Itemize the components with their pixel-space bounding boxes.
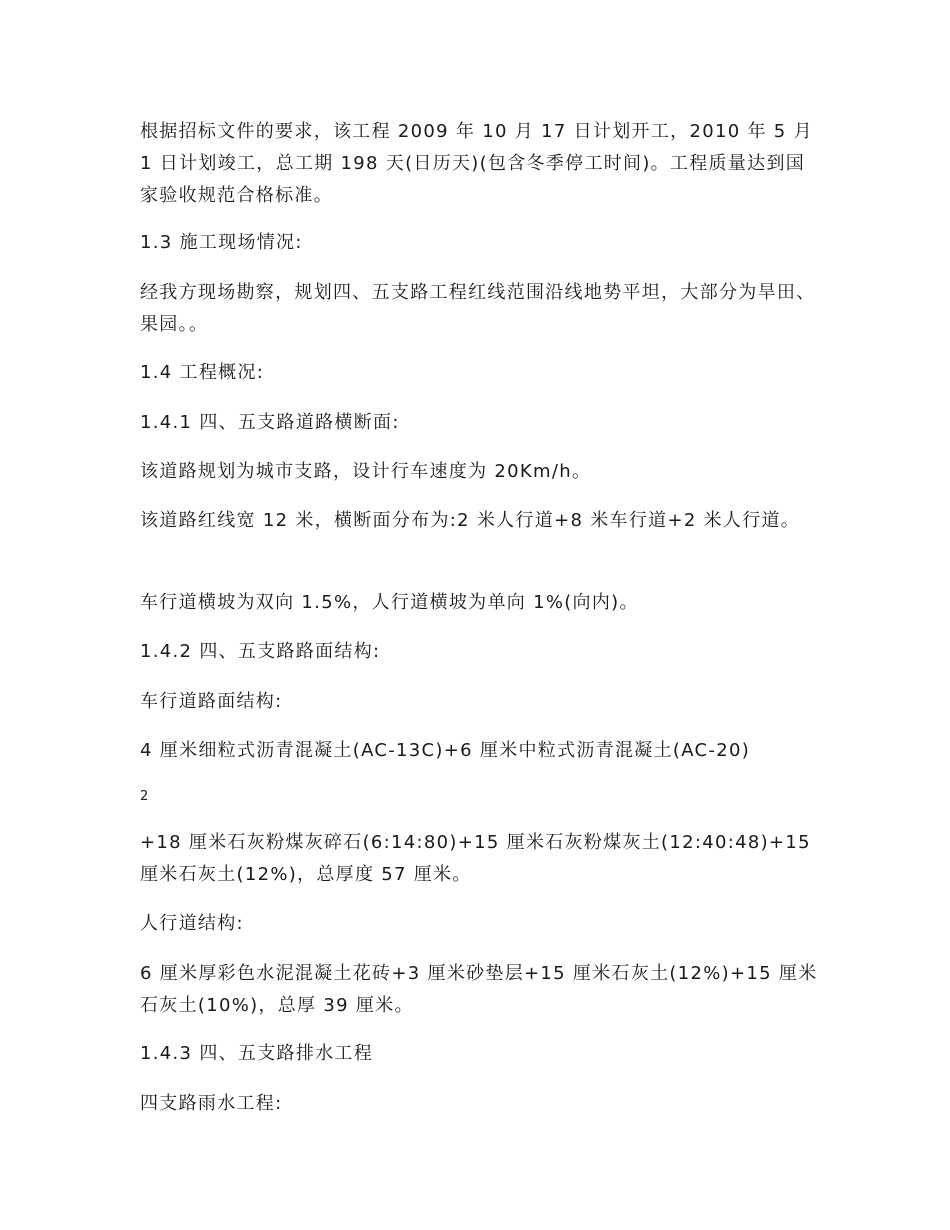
heading-1-4-2: 1.4.2 四、五支路路面结构: — [140, 641, 381, 662]
heading-1-3: 1.3 施工现场情况: — [140, 232, 303, 253]
paragraph-cross-section: 该道路红线宽 12 米，横断面分布为:2 米人行道+8 米车行道+2 米人行道。 — [140, 510, 801, 531]
paragraph-carriageway-base: +18 厘米石灰粉煤灰碎石(6:14:80)+15 厘米石灰粉煤灰土(12:40:48)+15 厘米石灰土(12%)，总厚度 57 厘米。 — [140, 832, 811, 885]
paragraph-schedule: 根据招标文件的要求，该工程 2009 年 10 月 17 日计划开工，2010 年 5 月 1 日计划竣工，总工期 198 天(日历天)(包含冬季停工时间)。工程质量达到国家验收规范合格标准。 — [140, 121, 813, 206]
heading-1-4: 1.4 工程概况: — [140, 362, 265, 383]
subheading-carriageway-structure: 车行道路面结构: — [140, 691, 283, 712]
paragraph-cross-slope: 车行道横坡为双向 1.5%，人行道横坡为单向 1%(向内)。 — [140, 592, 639, 613]
paragraph-road-class: 该道路规划为城市支路，设计行车速度为 20Km/h。 — [140, 461, 592, 482]
paragraph-site-conditions: 经我方现场勘察，规划四、五支路工程红线范围沿线地势平坦，大部分为旱田、果园。。 — [140, 282, 816, 335]
heading-1-4-3: 1.4.3 四、五支路排水工程 — [140, 1043, 374, 1064]
paragraph-sidewalk-structure: 6 厘米厚彩色水泥混凝土花砖+3 厘米砂垫层+15 厘米石灰土(12%)+15 厘米石灰土(10%)，总厚 39 厘米。 — [140, 963, 818, 1016]
paragraph-carriageway-surface: 4 厘米细粒式沥青混凝土(AC-13C)+6 厘米中粒式沥青混凝土(AC-20) — [140, 740, 751, 761]
page-marker: 2 — [140, 789, 149, 804]
subheading-rainwater: 四支路雨水工程: — [140, 1093, 283, 1114]
subheading-sidewalk-structure: 人行道结构: — [140, 913, 244, 934]
heading-1-4-1: 1.4.1 四、五支路道路横断面: — [140, 412, 400, 433]
